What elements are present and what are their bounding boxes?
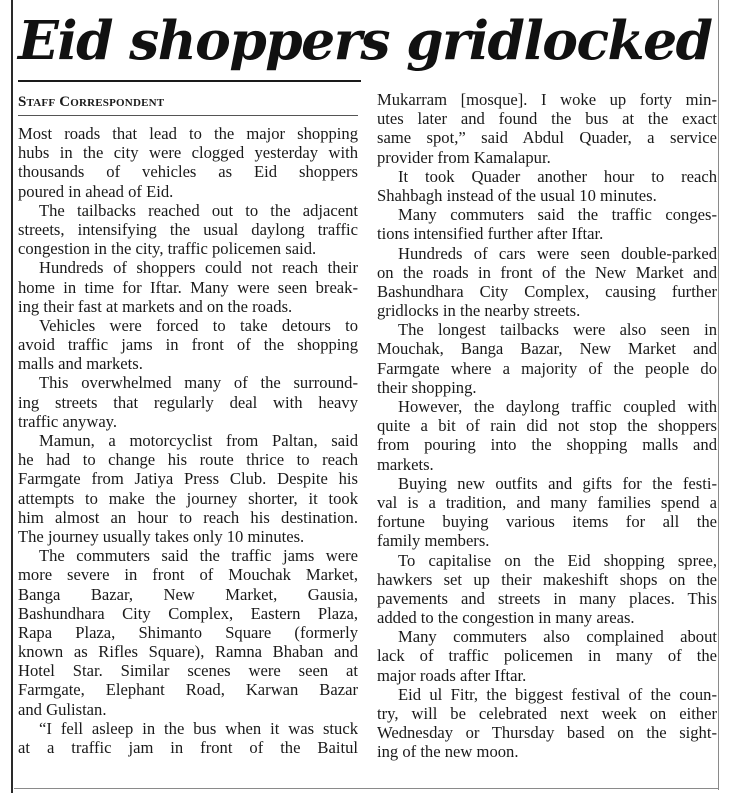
article-text-line: Banga Bazar, New Market, Gausia, [18, 584, 358, 604]
article-text-line: ing streets that regularly deal with heavy [18, 392, 358, 412]
page-left-rule [11, 0, 13, 793]
article-text-line: The commuters said the traffic jams were [39, 546, 358, 566]
article-text-line: ing of the new moon. [377, 742, 519, 762]
article-text-line: attempts to make the journey shorter, it took [18, 488, 358, 508]
article-text-line: thousands of vehicles as Eid shoppers [18, 162, 358, 182]
article-text-line: traffic anyway. [18, 411, 118, 431]
article-text-line: Farmgate where a majority of the people do [377, 358, 717, 378]
article-text-line: Mouchak, Banga Bazar, New Market and [377, 339, 717, 359]
article-text-line: Mukarram [mosque]. I woke up forty min- [377, 90, 717, 109]
article-text-line: malls and markets. [18, 354, 143, 374]
article-column-right [377, 90, 717, 762]
article-text-line: quite a bit of rain did not stop the shoppers [377, 416, 717, 436]
article-text-line: congestion in the city, traffic policemen said. [18, 239, 317, 259]
article-text-line: The longest tailbacks were also seen in [398, 320, 717, 340]
article-text-line: family members. [377, 531, 490, 551]
article-text-line: Shahbagh instead of the usual 10 minutes. [377, 185, 657, 205]
article-text-line: To capitalise on the Eid shopping spree, [398, 550, 717, 570]
article-text-line: tions intensified further after Iftar. [377, 224, 604, 244]
page-right-rule [718, 0, 719, 790]
article-text-line: hawkers set up their makeshift shops on the [377, 569, 717, 589]
article-text-line: fortune buying various items for all the [377, 512, 717, 532]
article-text-line: on the roads in front of the New Market and [377, 262, 717, 282]
article-text-line: known as Rifles Square), Ramna Bhaban and [18, 642, 358, 662]
article-text-line: markets. [377, 454, 434, 474]
article-text-line: This overwhelmed many of the surround- [39, 373, 358, 393]
article-text-line: he had to change his route thrice to reach [18, 450, 358, 470]
article-text-line: from pouring into the shopping malls and [377, 435, 717, 455]
article-text-line: lack of traffic policemen in many of the [377, 646, 717, 666]
article-text-line: utes later and found the bus at the exact [377, 109, 717, 129]
article-text-line: more severe in front of Mouchak Market, [18, 565, 358, 585]
article-text-line: Rapa Plaza, Shimanto Square (formerly [18, 622, 358, 642]
article-text-line: Eid ul Fitr, the biggest festival of the coun- [398, 684, 717, 704]
article-text-line: same spot,” said Abdul Quader, a service [377, 128, 717, 148]
article-text-line: Bashundhara City Complex, Eastern Plaza, [18, 603, 358, 623]
article-text-line: provider from Kamalapur. [377, 147, 551, 167]
article-text-line: Hotel Star. Similar scenes were seen at [18, 661, 358, 681]
article-text-line: Most roads that lead to the major shopping [18, 124, 358, 143]
article-text-line: try, will be celebrated next week on either [377, 704, 717, 723]
article-text-line: major roads after Iftar. [377, 665, 527, 685]
article-text-line: and Gulistan. [18, 699, 107, 719]
article-text-line: added to the congestion in many areas. [377, 608, 635, 628]
article-text-line: Mamun, a motorcyclist from Paltan, said [39, 431, 358, 450]
article-text-line: avoid traffic jams in front of the shopping [18, 335, 358, 355]
article-text-line: poured in ahead of Eid. [18, 181, 174, 201]
headline-rule [18, 80, 361, 82]
article-text-line: Farmgate, Elephant Road, Karwan Bazar [18, 680, 358, 700]
article-text-line: ing their fast at markets and on the roads. [18, 296, 293, 316]
article-text-line: Bashundhara City Complex, causing further [377, 281, 717, 301]
article-text-line: Hundreds of shoppers could not reach their [39, 258, 358, 278]
article-text-line: their shopping. [377, 377, 477, 397]
article-text-line: Vehicles were forced to take detours to [39, 315, 358, 335]
byline: Staff Correspondent [18, 94, 165, 110]
article-text-line: at a traffic jam in front of the Baitul [18, 738, 358, 757]
article-text-line: It took Quader another hour to reach [398, 166, 717, 186]
article-text-line: gridlocks in the nearby streets. [377, 301, 581, 321]
article-text-line: him almost an hour to reach his destination. [18, 507, 358, 527]
article-text-line: home in time for Iftar. Many were seen break- [18, 277, 358, 297]
article-text-line: However, the daylong traffic coupled with [398, 397, 717, 416]
article-text-line: pavements and streets in many places. This [377, 588, 717, 608]
article-text-line: val is a tradition, and many families spend a [377, 492, 717, 512]
article-text-line: The tailbacks reached out to the adjacent [39, 200, 358, 220]
article-text-line: hubs in the city were clogged yesterday with [18, 143, 358, 163]
article-text-line: Farmgate from Jatiya Press Club. Despite his [18, 469, 358, 489]
article-text-line: The journey usually takes only 10 minutes. [18, 526, 305, 546]
article-column-left [18, 124, 358, 757]
article-text-line: Many commuters also complained about [398, 627, 717, 647]
article-text-line: Wednesday or Thursday based on the sight- [377, 723, 717, 743]
article-text-line: “I fell asleep in the bus when it was stuck [39, 718, 358, 738]
article-text-line: Hundreds of cars were seen double-parked [398, 243, 717, 263]
article-text-line: streets, intensifying the usual daylong traffic [18, 219, 358, 239]
headline: Eid shoppers gridlocked [18, 9, 712, 72]
article-text-line: Buying new outfits and gifts for the festi- [398, 473, 717, 493]
byline-rule [18, 115, 358, 116]
page-bottom-rule [14, 788, 719, 789]
article-text-line: Many commuters said the traffic conges- [398, 205, 717, 225]
